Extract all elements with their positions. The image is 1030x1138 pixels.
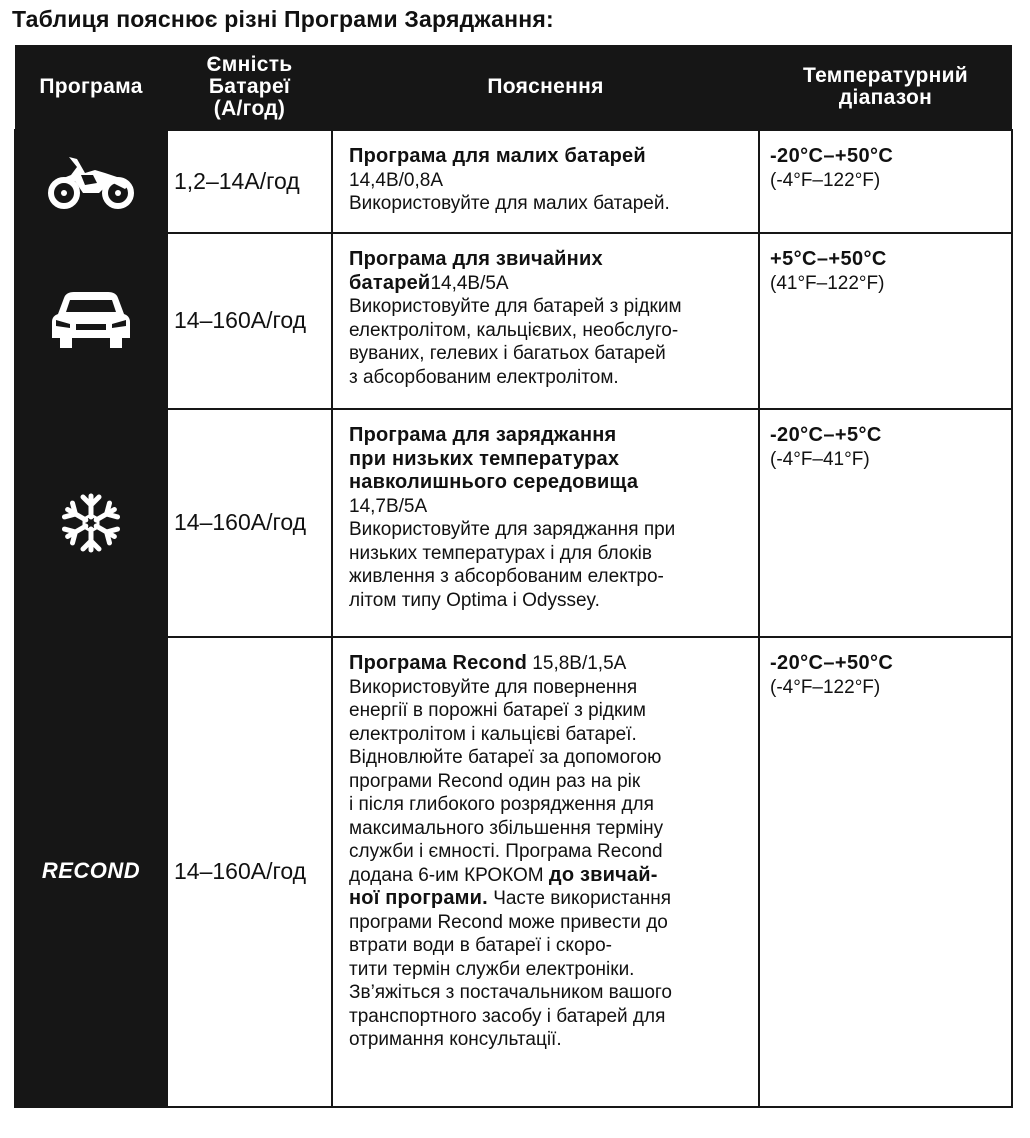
temp-fahrenheit: (-4°F–41°F) xyxy=(770,448,870,470)
explanation-line: Використовуйте для батарей з рідким xyxy=(349,296,682,317)
explanation-cell xyxy=(332,409,759,637)
emphasis-text: ної програми. xyxy=(349,887,488,909)
explanation-line: Використовуйте для повернення xyxy=(349,676,638,698)
program-params: 14,4В/0,8А xyxy=(349,169,444,191)
car-icon xyxy=(17,290,165,352)
program-name: Програма для малих батарей xyxy=(349,145,646,167)
explanation-line: літом типу Optima і Odyssey. xyxy=(349,589,600,611)
recond-logo: RECOND xyxy=(41,858,141,884)
temperature-cell xyxy=(759,637,1012,1107)
explanation-line: тити термін служби електроніки. xyxy=(349,958,635,980)
explanation-line: електролітом і кальцієві батареї. xyxy=(349,723,637,745)
explanation-cell xyxy=(332,130,759,233)
program-params: 15,8В/1,5А xyxy=(527,653,627,674)
temp-fahrenheit: (-4°F–122°F) xyxy=(770,676,881,698)
program-name-cont: навколишнього середовища xyxy=(349,471,639,493)
page-title: Таблиця пояснює різні Програми Заряджання: xyxy=(12,6,554,32)
explanation-line: Часте використання xyxy=(487,888,672,909)
motorcycle-icon xyxy=(17,153,165,211)
explanation-line: і після глибокого розрядження для xyxy=(349,794,654,815)
explanation-line: Використовуйте для малих батарей. xyxy=(349,193,670,214)
header-explanation: Пояснення xyxy=(332,45,759,130)
program-cell xyxy=(15,637,167,1107)
header-temperature: Температурний діапазон xyxy=(759,45,1012,130)
explanation-cell xyxy=(332,637,759,1107)
explanation-line: низьких температурах і для блоків xyxy=(349,542,652,564)
temp-fahrenheit: (-4°F–122°F) xyxy=(770,169,881,191)
explanation-cell xyxy=(332,233,759,409)
explanation-line: вуваних, гелевих і багатьох батарей xyxy=(349,343,666,364)
explanation-line: Використовуйте для заряджання при xyxy=(349,519,676,540)
header-capacity: Ємність Батареї (А/год) xyxy=(167,45,332,130)
table-header-row xyxy=(15,45,1012,130)
capacity-cell: 14–160А/год xyxy=(167,233,332,409)
explanation-line: Зв’яжіться з постачальником вашого xyxy=(349,982,672,1003)
header-program: Програма xyxy=(15,45,167,130)
temp-celsius: -20°C–+50°C xyxy=(770,145,894,167)
explanation-line: додана 6-им КРОКОМ xyxy=(349,864,549,886)
explanation-line: служби і ємності. Програма Recond xyxy=(349,841,663,862)
explanation-line: енергії в порожні батареї з рідким xyxy=(349,700,646,721)
explanation-line: отримання консультації. xyxy=(349,1029,562,1050)
snowflake-icon xyxy=(17,493,165,553)
temperature-cell xyxy=(759,130,1012,233)
emphasis-text: до звичай- xyxy=(548,863,658,886)
explanation-line: електролітом, кальцієвих, необслуго- xyxy=(349,319,679,341)
temp-celsius: +5°C–+50°C xyxy=(770,248,887,270)
capacity-cell: 14–160А/год xyxy=(167,637,332,1107)
program-name: Програма для заряджання xyxy=(349,424,617,446)
explanation-line: живлення з абсорбованим електро- xyxy=(349,566,664,587)
explanation-line: програми Recond один раз на рік xyxy=(349,770,641,792)
charging-programs-table xyxy=(14,45,1013,1108)
explanation-line: максимального збільшення терміну xyxy=(349,817,664,839)
explanation-line: втрати води в батареї і скоро- xyxy=(349,935,612,956)
temp-celsius: -20°C–+5°C xyxy=(770,424,882,446)
temperature-cell xyxy=(759,233,1012,409)
temperature-cell xyxy=(759,409,1012,637)
program-cell xyxy=(15,130,167,233)
table-row xyxy=(15,637,1012,1107)
explanation-line: транспортного засобу і батарей для xyxy=(349,1005,666,1027)
program-params: 14,7В/5А xyxy=(349,495,428,517)
table-row xyxy=(15,130,1012,233)
program-name-cont: батарей xyxy=(349,271,431,294)
table-row xyxy=(15,409,1012,637)
explanation-line: Відновлюйте батареї за допомогою xyxy=(349,747,662,768)
capacity-cell: 14–160А/год xyxy=(167,409,332,637)
explanation-line: з абсорбованим електролітом. xyxy=(349,366,619,388)
temp-celsius: -20°C–+50°C xyxy=(770,652,894,674)
program-name: Програма для звичайних xyxy=(349,248,603,270)
program-cell xyxy=(15,409,167,637)
explanation-line: програми Recond може привести до xyxy=(349,911,668,933)
program-params: 14,4В/5А xyxy=(430,272,509,294)
program-name: Програма Recond xyxy=(349,652,528,674)
program-cell xyxy=(15,233,167,409)
program-name-cont: при низьких температурах xyxy=(349,447,620,470)
table-row xyxy=(15,233,1012,409)
temp-fahrenheit: (41°F–122°F) xyxy=(770,272,885,294)
capacity-cell: 1,2–14А/год xyxy=(167,130,332,233)
